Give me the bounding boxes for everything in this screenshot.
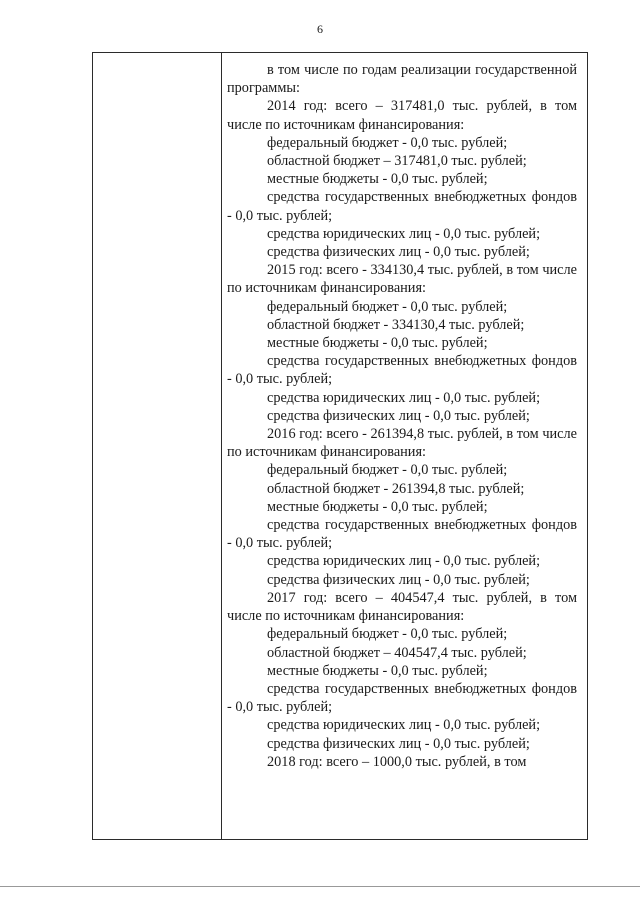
table-column-divider	[221, 53, 222, 839]
paragraph-2014-total: 2014 год: всего – 317481,0 тыс. рублей, в том числе по источникам финансирования:	[227, 98, 577, 133]
paragraph-2014-offbudget: средства государственных внебюджетных фондов - 0,0 тыс. рублей;	[227, 189, 577, 224]
bottom-edge-line	[0, 886, 640, 887]
funding-table	[92, 52, 588, 840]
paragraph-2017-federal: федеральный бюджет - 0,0 тыс. рублей;	[267, 626, 508, 643]
paragraph-2016-offbudget: средства государственных внебюджетных фондов - 0,0 тыс. рублей;	[227, 517, 577, 552]
paragraph-2016-total: 2016 год: всего - 261394,8 тыс. рублей, в том числе по источникам финансирования:	[227, 426, 577, 461]
paragraph-2015-federal: федеральный бюджет - 0,0 тыс. рублей;	[267, 298, 508, 315]
paragraph-2015-legal: средства юридических лиц - 0,0 тыс. рублей;	[267, 389, 541, 406]
paragraph-2017-individuals: средства физических лиц - 0,0 тыс. рублей;	[267, 735, 530, 752]
paragraph-2015-offbudget: средства государственных внебюджетных фондов - 0,0 тыс. рублей;	[227, 353, 577, 388]
paragraph-2015-local: местные бюджеты - 0,0 тыс. рублей;	[267, 335, 488, 352]
paragraph-2017-total: 2017 год: всего – 404547,4 тыс. рублей, в том числе по источникам финансирования:	[227, 589, 577, 625]
paragraph-2014-regional: областной бюджет – 317481,0 тыс. рублей;	[267, 153, 527, 170]
paragraph-2014-federal: федеральный бюджет - 0,0 тыс. рублей;	[267, 134, 508, 151]
paragraph-2016-local: местные бюджеты - 0,0 тыс. рублей;	[267, 498, 488, 515]
paragraph-2014-legal: средства юридических лиц - 0,0 тыс. рублей;	[267, 225, 541, 242]
paragraph-2016-regional: областной бюджет - 261394,8 тыс. рублей;	[267, 480, 525, 497]
paragraph-2014-individuals: средства физических лиц - 0,0 тыс. рублей;	[267, 244, 530, 261]
paragraph-2016-individuals: средства физических лиц - 0,0 тыс. рублей;	[267, 571, 530, 588]
table-text-cell	[227, 61, 577, 771]
paragraph-2017-offbudget: средства государственных внебюджетных фондов - 0,0 тыс. рублей;	[227, 680, 577, 716]
paragraph-intro: в том числе по годам реализации государственной программы:	[227, 62, 577, 97]
paragraph-2014-local: местные бюджеты - 0,0 тыс. рублей;	[267, 171, 488, 188]
paragraph-2016-federal: федеральный бюджет - 0,0 тыс. рублей;	[267, 462, 508, 479]
page-number: 6	[317, 22, 323, 36]
table-left-cell	[93, 53, 221, 839]
paragraph-2018-total: 2018 год: всего – 1000,0 тыс. рублей, в том	[267, 753, 527, 770]
paragraph-2015-individuals: средства физических лиц - 0,0 тыс. рублей;	[267, 407, 530, 424]
paragraph-2015-total: 2015 год: всего - 334130,4 тыс. рублей, в том числе по источникам финансирования:	[227, 262, 577, 297]
paragraph-2015-regional: областной бюджет - 334130,4 тыс. рублей;	[267, 316, 525, 333]
paragraph-2017-regional: областной бюджет – 404547,4 тыс. рублей;	[267, 644, 527, 661]
paragraph-2016-legal: средства юридических лиц - 0,0 тыс. рублей;	[267, 553, 541, 570]
paragraph-2017-local: местные бюджеты - 0,0 тыс. рублей;	[267, 662, 488, 679]
paragraph-2017-legal: средства юридических лиц - 0,0 тыс. рублей;	[267, 717, 541, 734]
